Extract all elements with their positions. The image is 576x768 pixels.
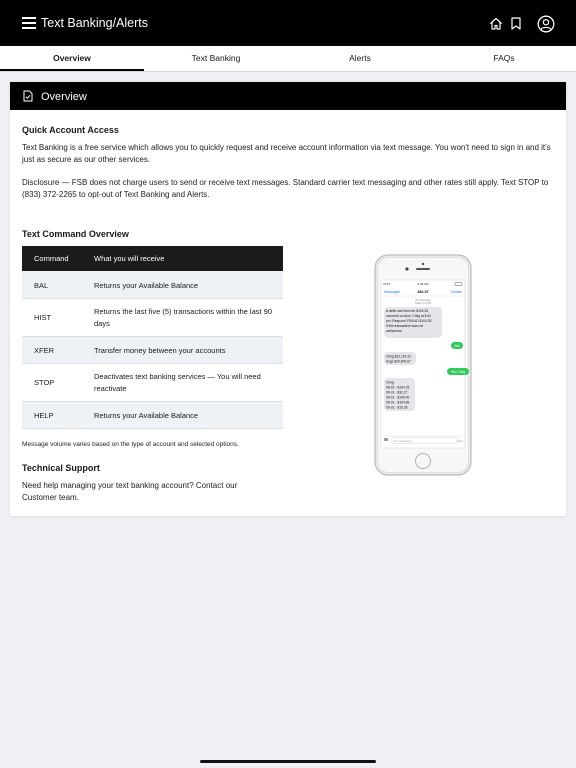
column-header-command: Command: [34, 254, 69, 263]
table-header: [22, 246, 283, 271]
phone-input-placeholder: Text Message: [393, 438, 412, 443]
description-cell: Transfer money between your accounts: [94, 346, 226, 355]
bubble-line: 06-02 - $104.25: [386, 385, 410, 390]
app-bar: [0, 0, 576, 46]
overview-card: [10, 82, 566, 516]
phone-send: Send: [455, 438, 463, 443]
command-cell: BAL: [34, 281, 49, 290]
technical-support-body: Need help managing your text banking account? Contact our Customer team.: [22, 481, 238, 502]
phone-time: 9:38 AM: [417, 282, 429, 286]
bubble-line: pm. Respond 'FRAUD $104.25': [386, 319, 432, 323]
card-header: [10, 82, 566, 110]
bubble-line: authorized.: [386, 329, 403, 333]
column-header-receive: What you will receive: [94, 254, 165, 263]
home-icon[interactable]: [489, 17, 503, 30]
message-volume-note: Message volume varies based on the type of account and selected options.: [22, 441, 239, 448]
phone-details: Details: [451, 290, 462, 294]
description-cell: Returns your Available Balance: [94, 411, 199, 420]
tab-text-banking[interactable]: Text Banking: [191, 53, 241, 63]
quick-access-heading: Quick Account Access: [22, 125, 119, 135]
card-title: Overview: [41, 91, 87, 103]
hamburger-menu-icon[interactable]: [22, 17, 36, 29]
table-row: [22, 337, 283, 364]
command-cell: STOP: [34, 378, 55, 387]
phone-stamp: Today 9:11 AM: [414, 302, 432, 305]
bubble-line: Chkg $31,151.61: [386, 354, 412, 359]
description-cell: Returns the last five (5) transactions within the last 90 days: [94, 307, 273, 328]
profile-icon[interactable]: [537, 15, 555, 33]
svg-text:Chkg $31,151.61 Svgs $20: [386, 355, 412, 364]
command-table: [22, 246, 283, 429]
disclosure-text: Disclosure — FSB does not charge users to send or receive text messages. Standard carrier text messaging and other rates still apply. Text STOP to (833) 372-2265 to opt-out of Text Banking and Alerts.: [22, 178, 549, 199]
bubble-line: if this transaction was not: [386, 324, 424, 328]
description-cell: Deactivates text banking services — You will need reactivate: [94, 372, 261, 393]
bubble-line: Svgs $20,909.67: [386, 359, 411, 364]
table-row: [22, 364, 283, 402]
table-row: [22, 402, 283, 429]
bubble-line: 05-31 - $15.28: [386, 405, 408, 410]
quick-access-body: Text Banking is a free service which allows you to quickly request and receive account information via text message. You won't need to sign in and it's just as secure as our other services.: [22, 143, 551, 164]
document-check-icon: [23, 90, 33, 102]
command-cell: XFER: [34, 346, 55, 355]
svg-text:Chkg 06-02 - $104.25: [386, 381, 410, 410]
phone-carrier: AT&T: [383, 282, 391, 286]
bubble-line: Chkg: [386, 380, 394, 385]
bookmark-icon[interactable]: [511, 17, 521, 30]
tab-faqs[interactable]: FAQs: [493, 53, 515, 63]
tab-bar: [0, 46, 576, 72]
bubble-line: occurred on Acct: Chkg at 8:42: [386, 314, 432, 318]
command-overview-heading: Text Command Overview: [22, 229, 129, 239]
sent-bubble: Bal: [454, 344, 460, 348]
phone-stamp: Text Message: [415, 299, 431, 302]
command-cell: HELP: [34, 411, 54, 420]
command-cell: HIST: [34, 313, 52, 322]
table-row: [22, 271, 283, 299]
bubble-line: 06-01 - $32.27: [386, 390, 408, 395]
phone-back: Messages: [384, 290, 401, 294]
phone-illustration: [374, 254, 472, 476]
bubble-line: 05-31 - $104.66: [386, 400, 410, 405]
tab-alerts[interactable]: Alerts: [349, 53, 371, 63]
bubble-line: A debit card item for $104.25: [386, 309, 429, 313]
bubble-line: 06-01 - $140.00: [386, 395, 410, 400]
phone-contact: 382-57: [417, 290, 429, 294]
sent-bubble: Hist Chkg: [450, 370, 466, 374]
technical-support-heading: Technical Support: [22, 463, 100, 473]
tab-overview[interactable]: Overview: [0, 46, 144, 71]
home-indicator[interactable]: [200, 760, 376, 763]
app-title: Text Banking/Alerts: [41, 16, 148, 30]
description-cell: Returns your Available Balance: [94, 281, 199, 290]
table-row: [22, 299, 283, 337]
